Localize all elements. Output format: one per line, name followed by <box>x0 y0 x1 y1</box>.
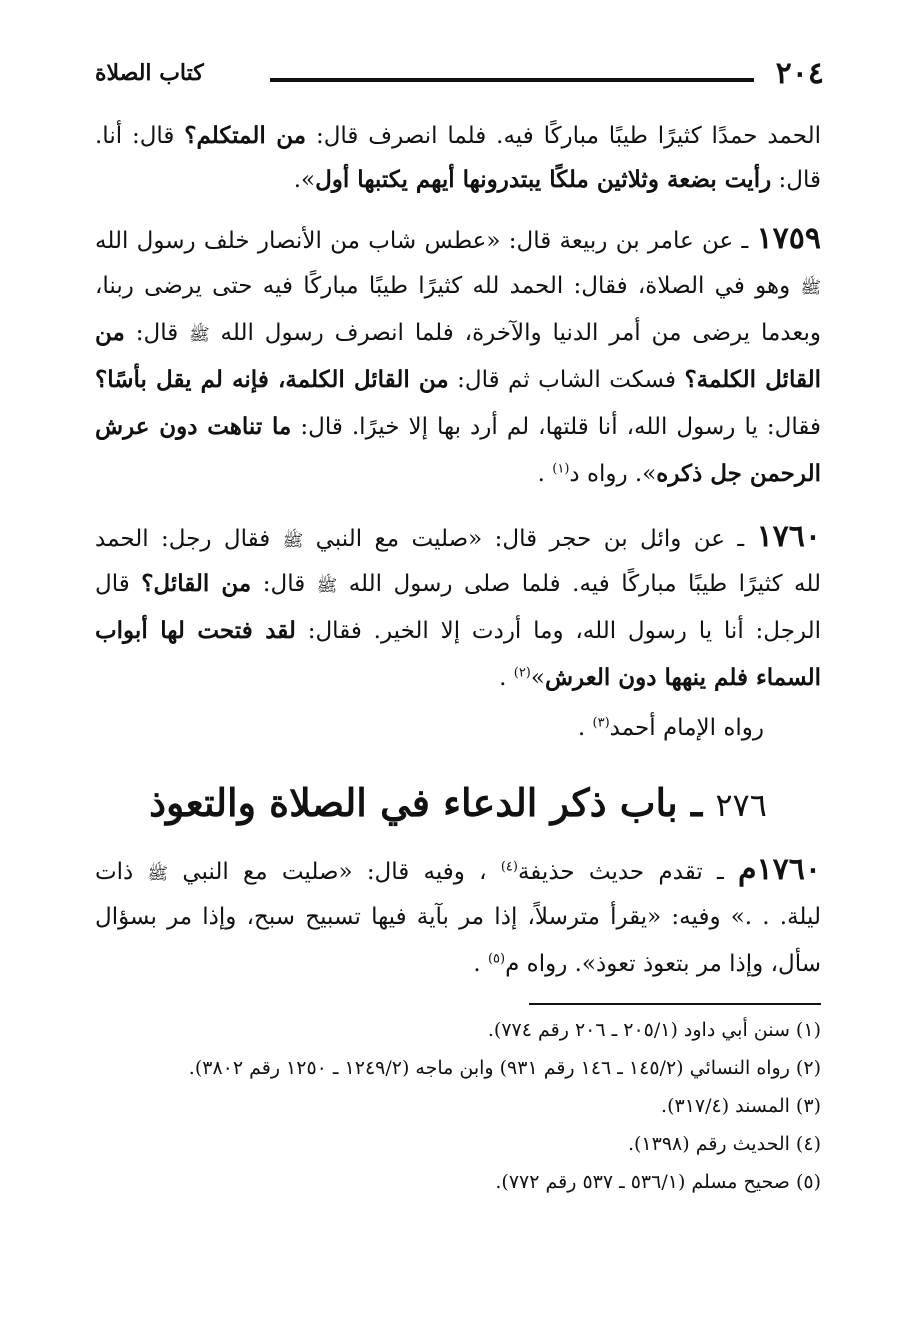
page-header <box>95 56 824 96</box>
header-rule <box>270 78 754 82</box>
bold-run: الرحمن جل ذكره <box>656 460 821 487</box>
bold-run: من المتكلم؟ <box>184 122 307 149</box>
text-run: ». <box>293 167 316 193</box>
hadith-number: ١٧٦٠ <box>756 519 822 554</box>
bold-run: من <box>95 319 125 346</box>
text-run: » <box>530 665 545 691</box>
bold-run: من القائل؟ <box>141 570 252 597</box>
bold-run: من القائل الكلمة، فإنه لم يقل بأسًا؟ <box>95 366 449 393</box>
text-line <box>95 850 821 890</box>
text-run: ـ عن وائل بن حجر قال: «صليت مع النبي <box>303 526 757 552</box>
bold-run: القائل الكلمة؟ <box>684 366 822 393</box>
text-run: لله كثيرًا طيبًا مباركًا فيه. فلما صلى رسول الله <box>337 571 822 597</box>
text-run: قال: أنا. <box>95 123 185 149</box>
text-run: فقال رجل: الحمد <box>95 526 283 552</box>
footnote: (٢) رواه النسائي (١٤٥/٢ ـ ١٤٦ رقم ٩٣١) وابن ماجه (١٢٤٩/٢ ـ ١٢٥٠ رقم ٣٨٠٢). <box>188 1057 821 1079</box>
salawat-glyph: ﷺ <box>189 325 210 345</box>
text-line <box>95 454 821 494</box>
text-line <box>95 517 821 557</box>
text-line <box>95 360 821 400</box>
chapter-heading <box>95 768 821 838</box>
text-run: قال: <box>124 320 190 346</box>
page-number: ٢٠٤ <box>775 56 824 91</box>
text-run: قال <box>95 571 142 597</box>
footnote: (١) سنن أبي داود (٢٠٥/١ ـ ٢٠٦ رقم ٧٧٤). <box>487 1019 821 1041</box>
bold-run: رأيت بضعة وثلاثين ملكًا يبتدرونها أيهم يكتبها أول <box>315 166 772 193</box>
text-line <box>95 944 821 984</box>
text-run: ، وفيه قال: «صليت مع النبي <box>168 859 501 885</box>
running-title: كتاب الصلاة <box>95 60 204 86</box>
text-line <box>95 116 821 156</box>
footnote-marker: (١) <box>552 461 570 477</box>
text-run: فقال: يا رسول الله، أنا قلتها، لم أرد بها إلا خيرًا. قال: <box>291 414 821 440</box>
footnote-marker: (٤) <box>500 859 518 875</box>
chapter-number: ٢٧٦ <box>715 786 767 824</box>
hadith-number: ١٧٦٠م <box>737 852 821 887</box>
text-run: ذات <box>95 859 148 885</box>
text-run: وهو في الصلاة، فقال: الحمد لله كثيرًا طيبًا مباركًا فيه حتى يرضى ربنا، <box>95 273 801 299</box>
hadith-number: ١٧٥٩ <box>756 221 821 256</box>
text-run: ». رواه د <box>569 461 657 487</box>
text-line <box>95 160 821 200</box>
salawat-glyph: ﷺ <box>282 531 304 551</box>
text-run: قال: <box>251 571 317 597</box>
footnote-marker: (٥) <box>487 951 506 967</box>
text-run: ليلة. . .» وفيه: «يقرأ مترسلاً، إذا مر بآية فيها تسبيح سبح، وإذا مر بسؤال <box>95 904 821 930</box>
text-run: سأل، وإذا مر بتعوذ تعوذ». رواه م <box>505 951 821 977</box>
text-line <box>95 219 821 259</box>
text-run: ـ تقدم حديث حذيفة <box>517 859 738 885</box>
bold-run: لقد فتحت لها أبواب <box>95 617 296 644</box>
footnote-rule <box>529 1003 821 1005</box>
text-line <box>95 897 821 937</box>
text-run: رواه الإمام أحمد <box>609 715 764 741</box>
text-line <box>95 658 821 698</box>
text-line <box>95 407 821 447</box>
text-run: الرجل: أنا يا رسول الله، وما أردت إلا الخير. فقال: <box>295 618 821 644</box>
text-run: . <box>577 715 593 741</box>
text-run: . <box>499 665 514 691</box>
salawat-glyph: ﷺ <box>800 278 821 298</box>
footnote: (٤) الحديث رقم (١٣٩٨). <box>627 1133 821 1155</box>
salawat-glyph: ﷺ <box>147 864 169 884</box>
footnote-marker: (٢) <box>513 665 531 681</box>
text-run: . <box>473 951 488 977</box>
bold-run: السماء فلم ينهها دون العرش <box>544 664 821 691</box>
footnote-marker: (٣) <box>592 715 610 731</box>
text-run: . <box>537 461 553 487</box>
text-run: وبعدما يرضى من أمر الدنيا والآخرة، فلما انصرف رسول الله <box>209 320 821 346</box>
text-run: فسكت الشاب ثم قال: <box>448 367 685 393</box>
text-line <box>95 266 821 306</box>
text-line <box>95 708 764 748</box>
text-line <box>95 564 821 604</box>
chapter-title: ـ باب ذكر الدعاء في الصلاة والتعوذ <box>149 780 716 825</box>
bold-run: ما تناهت دون عرش <box>95 413 292 440</box>
text-line <box>95 611 821 651</box>
footnote: (٣) المسند (٣١٧/٤). <box>661 1095 821 1117</box>
text-line <box>95 313 821 353</box>
text-run: الحمد حمدًا كثيرًا طيبًا مباركًا فيه. فلما انصرف قال: <box>306 123 821 149</box>
text-run: قال: <box>771 167 821 193</box>
salawat-glyph: ﷺ <box>316 576 338 596</box>
text-run: ـ عن عامر بن ربيعة قال: «عطس شاب من الأنصار خلف رسول الله <box>95 228 757 254</box>
footnote: (٥) صحيح مسلم (٥٣٦/١ ـ ٥٣٧ رقم ٧٧٢). <box>495 1171 821 1193</box>
